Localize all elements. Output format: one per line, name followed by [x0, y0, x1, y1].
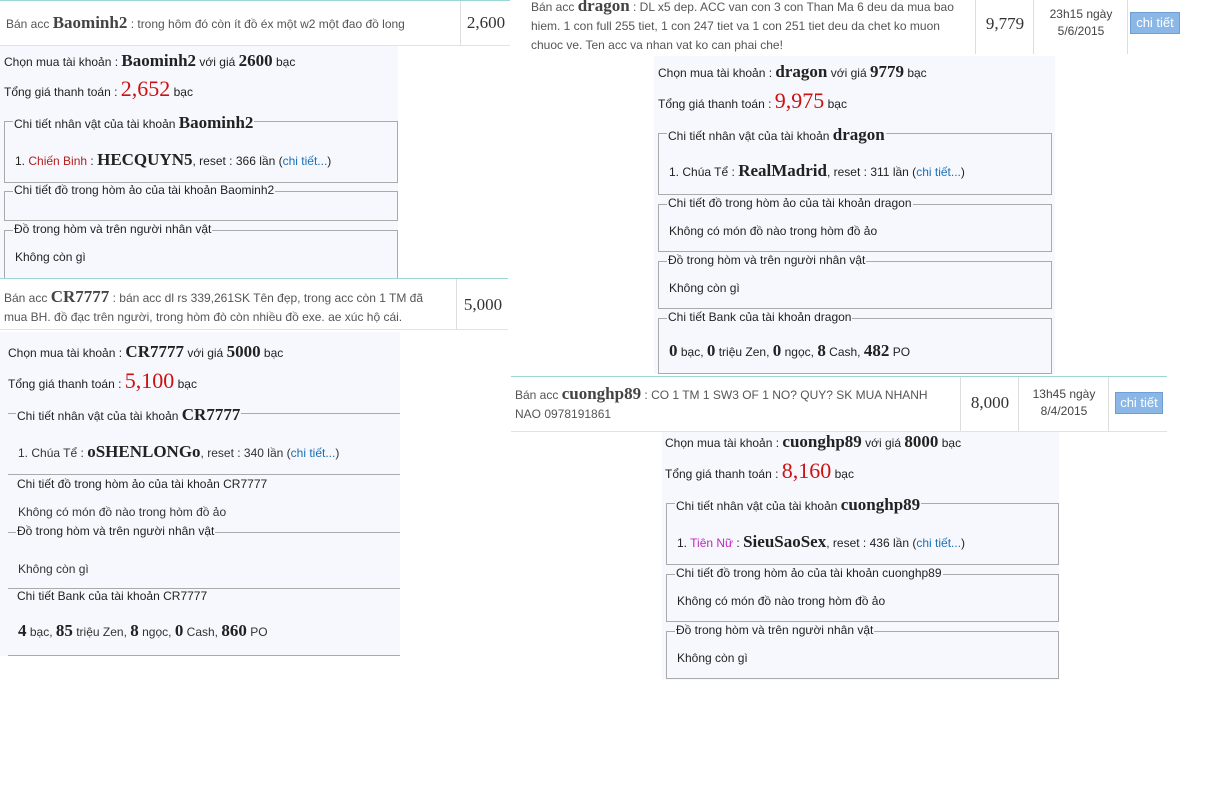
listing-row-dragon — [527, 0, 1181, 54]
listing-description — [531, 0, 971, 55]
listing-time: 23h15 ngày — [1049, 7, 1113, 21]
sale-prefix: Bán acc — [531, 0, 575, 14]
character-class: Chiến Binh — [28, 154, 88, 168]
character-detail-box — [666, 495, 1059, 565]
buy-prefix: Chọn mua tài khoản : — [658, 66, 773, 80]
total-price: 8,160 — [781, 458, 832, 483]
currency-label: bạc — [173, 85, 193, 99]
reset-label: reset : — [833, 165, 867, 179]
currency-label: bạc — [941, 436, 962, 450]
bank-box — [8, 588, 400, 656]
price-cell — [456, 279, 509, 329]
price: 5,000 — [463, 295, 503, 314]
unit-ngoc: ngọc, — [142, 625, 172, 639]
listing-description — [6, 13, 458, 34]
times-label: lần — [892, 536, 909, 550]
with-price-label: với giá — [187, 346, 224, 360]
bank-line — [669, 341, 910, 361]
legend-account: cuonghp89 — [882, 566, 942, 580]
reset-count: 436 — [869, 536, 890, 550]
character-name: SieuSaoSex — [743, 532, 827, 551]
total-line — [665, 458, 854, 484]
character-legend — [667, 125, 886, 145]
bank-ngoc: 0 — [772, 341, 782, 360]
character-detail-link[interactable]: chi tiết... — [916, 536, 962, 550]
description-text: : CO 1 TM 1 SW3 OF 1 NO? QUY? SK MUA NHANH NAO 0978191861 — [515, 388, 928, 421]
account-name: Baominh2 — [52, 13, 128, 32]
currency-label: bạc — [907, 66, 927, 80]
unit-po: PO — [250, 625, 268, 639]
legend-text: Chi tiết nhân vật của tài khoản — [14, 117, 176, 131]
bank-cash: 0 — [174, 621, 184, 640]
currency-label: bạc — [263, 346, 284, 360]
buy-line — [665, 432, 961, 452]
buy-account: Baominh2 — [121, 51, 197, 70]
legend-text: Chi tiết đồ trong hòm ảo của tài khoản — [17, 477, 220, 491]
buy-line — [658, 62, 927, 82]
price: 8,000 — [970, 393, 1010, 412]
account-name: cuonghp89 — [561, 384, 642, 403]
legend-account: CR7777 — [163, 589, 208, 603]
character-detail-box — [658, 125, 1052, 195]
character-line: 1. Chiến Binh : HECQUYN5, reset : 366 lần (chi tiết...) — [15, 150, 332, 169]
character-line: 1. Chúa Tể : RealMadrid, reset : 311 lần (chi tiết...) — [669, 161, 965, 180]
bank-bac: 4 — [18, 621, 27, 640]
items-legend — [16, 524, 215, 538]
legend-account: Baominh2 — [220, 183, 275, 197]
times-label: lần — [892, 165, 909, 179]
reset-label: reset : — [832, 536, 867, 550]
legend-text: Chi tiết đồ trong hòm ảo của tài khoản — [14, 183, 217, 197]
vault-legend — [13, 183, 275, 197]
bank-line — [18, 621, 268, 641]
char-index: 1. — [677, 536, 688, 550]
unit-cash: Cash, — [186, 625, 219, 639]
sale-prefix: Bán acc — [4, 291, 48, 305]
legend-text: Đồ trong hòm và trên người nhân vật — [676, 623, 874, 637]
date-cell — [1033, 0, 1128, 54]
legend-text: Chi tiết đồ trong hòm ảo của tài khoản — [668, 196, 871, 210]
character-name: HECQUYN5 — [97, 150, 193, 169]
buy-account: dragon — [775, 62, 828, 81]
with-price-label: với giá — [199, 55, 236, 69]
legend-account: Baominh2 — [178, 113, 254, 132]
items-box — [4, 222, 398, 280]
total-label: Tổng giá thanh toán : — [665, 467, 779, 481]
purchase-panel-cuonghp89 — [662, 432, 1059, 680]
items-empty-text: Không còn gì — [15, 250, 86, 264]
description-text: : trong hôm đó còn ít đồ éx một w2 một đao đồ long — [130, 17, 405, 31]
legend-account: CR7777 — [181, 405, 241, 424]
account-name: dragon — [577, 0, 630, 15]
buy-prefix: Chọn mua tài khoản : — [8, 346, 123, 360]
vault-empty-text: Không có món đồ nào trong hòm đồ ảo — [677, 594, 886, 608]
legend-account: dragon — [832, 125, 885, 144]
items-empty-text: Không còn gì — [677, 651, 748, 665]
date-cell — [1018, 377, 1109, 431]
character-class: Chúa Tể — [682, 165, 729, 179]
vault-legend — [667, 196, 913, 210]
character-legend — [675, 495, 921, 515]
legend-text: Chi tiết nhân vật của tài khoản — [676, 499, 838, 513]
bank-legend — [667, 310, 852, 324]
reset-count: 340 — [243, 446, 264, 460]
description-text: : bán acc dl rs 339,261SK Tên đẹp, trong acc còn 1 TM đã mua BH. đồ đạc trên người, trong hòm đò còn nhiều đồ exe. ae xúc hộ cái. — [4, 291, 424, 324]
legend-account: CR7777 — [223, 477, 268, 491]
vault-detail-box — [666, 566, 1059, 622]
sale-prefix: Bán acc — [6, 17, 50, 31]
legend-text: Chi tiết đồ trong hòm ảo của tài khoản — [676, 566, 879, 580]
character-name: oSHENLONGo — [87, 442, 201, 461]
unit-zen: triệu Zen, — [718, 345, 770, 359]
vault-empty-text: Không có món đồ nào trong hòm đồ ảo — [669, 224, 878, 238]
character-class: Chúa Tể — [31, 446, 78, 460]
listing-row-cr7777 — [0, 278, 508, 330]
action-cell — [1108, 377, 1168, 431]
reset-count: 366 — [235, 154, 256, 168]
items-legend — [675, 623, 874, 637]
legend-text: Chi tiết Bank của tài khoản — [668, 310, 811, 324]
currency-label: bạc — [827, 97, 847, 111]
buy-line — [8, 342, 283, 362]
bank-ngoc: 8 — [130, 621, 139, 640]
bank-zen: 0 — [706, 341, 716, 360]
currency-label: bạc — [834, 467, 854, 481]
total-price: 2,652 — [120, 76, 171, 101]
total-line — [4, 76, 193, 102]
legend-account: dragon — [814, 310, 852, 324]
total-price: 9,975 — [774, 88, 825, 113]
legend-account: dragon — [874, 196, 912, 210]
char-index: 1. — [18, 446, 29, 460]
detail-button[interactable]: chi tiết — [1130, 12, 1180, 34]
vault-empty-text: Không có món đồ nào trong hòm đồ ảo — [18, 505, 227, 519]
price: 2,600 — [466, 13, 506, 32]
character-legend — [13, 113, 254, 133]
legend-text: Đồ trong hòm và trên người nhân vật — [14, 222, 212, 236]
account-name: CR7777 — [50, 287, 110, 306]
items-box — [658, 253, 1052, 309]
buy-prefix: Chọn mua tài khoản : — [665, 436, 780, 450]
purchase-panel-dragon — [654, 56, 1055, 374]
reset-label: reset : — [207, 446, 241, 460]
character-legend — [16, 405, 241, 425]
bank-bac: 0 — [669, 341, 678, 360]
buy-price: 8000 — [904, 432, 939, 451]
buy-line — [4, 51, 295, 71]
bank-cash: 8 — [817, 341, 826, 360]
items-empty-text: Không còn gì — [669, 281, 740, 295]
reset-label: reset : — [199, 154, 233, 168]
vault-legend — [16, 477, 268, 491]
currency-label: bạc — [275, 55, 296, 69]
listing-row-baominh2 — [0, 0, 510, 46]
sale-prefix: Bán acc — [515, 388, 559, 402]
character-line: 1. Tiên Nữ : SieuSaoSex, reset : 436 lần (chi tiết...) — [677, 532, 966, 551]
legend-text: Chi tiết nhân vật của tài khoản — [668, 129, 830, 143]
listing-date: 8/4/2015 — [1040, 404, 1088, 418]
buy-prefix: Chọn mua tài khoản : — [4, 55, 119, 69]
bank-po: 860 — [221, 621, 247, 640]
listing-row-cuonghp89 — [511, 376, 1167, 432]
reset-count: 311 — [870, 165, 890, 179]
character-class: Tiên Nữ — [690, 536, 734, 550]
bank-box — [658, 310, 1052, 374]
listing-time: 13h45 ngày — [1032, 387, 1096, 401]
total-label: Tổng giá thanh toán : — [658, 97, 772, 111]
currency-label: bạc — [177, 377, 197, 391]
times-label: lần — [259, 154, 276, 168]
purchase-panel-baominh2 — [0, 46, 398, 278]
total-label: Tổng giá thanh toán : — [8, 377, 122, 391]
buy-price: 2600 — [238, 51, 273, 70]
price: 9,779 — [985, 14, 1025, 33]
action-cell — [1127, 0, 1182, 54]
character-detail-link[interactable]: chi tiết... — [916, 165, 961, 179]
items-box — [8, 524, 400, 589]
legend-text: Đồ trong hòm và trên người nhân vật — [17, 524, 215, 538]
total-price: 5,100 — [124, 368, 175, 393]
total-line — [658, 88, 847, 114]
legend-account: cuonghp89 — [840, 495, 921, 514]
buy-account: CR7777 — [125, 342, 184, 361]
items-legend — [13, 222, 212, 236]
unit-ngoc: ngọc, — [784, 345, 814, 359]
legend-text: Đồ trong hòm và trên người nhân vật — [668, 253, 866, 267]
buy-account: cuonghp89 — [782, 432, 862, 451]
items-box — [666, 623, 1059, 679]
unit-cash: Cash, — [829, 345, 861, 359]
bank-po: 482 — [863, 341, 890, 360]
char-index: 1. — [669, 165, 680, 179]
bank-legend — [16, 589, 208, 603]
unit-bac: bạc, — [29, 625, 53, 639]
char-index: 1. — [15, 154, 26, 168]
listing-description — [4, 287, 434, 327]
character-detail-link[interactable]: chi tiết... — [290, 446, 336, 460]
purchase-panel-cr7777 — [0, 332, 400, 656]
listing-date: 5/6/2015 — [1057, 24, 1105, 38]
price-cell — [975, 0, 1034, 54]
buy-price: 9779 — [869, 62, 904, 81]
items-empty-text: Không còn gì — [18, 562, 89, 576]
unit-po: PO — [892, 345, 911, 359]
vault-detail-box — [658, 196, 1052, 252]
price-cell — [960, 377, 1019, 431]
bank-zen: 85 — [55, 621, 73, 640]
vault-detail-box — [4, 183, 398, 221]
buy-price: 5000 — [226, 342, 261, 361]
legend-text: Chi tiết nhân vật của tài khoản — [17, 409, 179, 423]
items-legend — [667, 253, 866, 267]
detail-button[interactable]: chi tiết — [1115, 392, 1163, 414]
total-label: Tổng giá thanh toán : — [4, 85, 118, 99]
total-line — [8, 368, 197, 394]
character-detail-box — [4, 113, 398, 183]
price-cell — [460, 1, 511, 45]
with-price-label: với giá — [830, 66, 867, 80]
description-text: : DL x5 dep. ACC van con 3 con Than Ma 6 deu da mua bao hiem. 1 con full 255 tiet, 1 con 247 tiet va 1 con 251 tiet deu da chet ko muon chuoc ve. Ten acc va nhan vat ko can phai che! — [531, 0, 954, 52]
character-line: 1. Chúa Tể : oSHENLONGo, reset : 340 lần (chi tiết...) — [18, 442, 340, 461]
unit-bac: bạc, — [680, 345, 704, 359]
times-label: lần — [267, 446, 284, 460]
character-name: RealMadrid — [738, 161, 827, 180]
character-detail-box — [8, 405, 400, 474]
with-price-label: với giá — [865, 436, 902, 450]
character-detail-link[interactable]: chi tiết... — [282, 154, 328, 168]
unit-zen: triệu Zen, — [76, 625, 127, 639]
listing-description — [515, 384, 955, 424]
vault-legend — [675, 566, 943, 580]
legend-text: Chi tiết Bank của tài khoản — [17, 589, 160, 603]
